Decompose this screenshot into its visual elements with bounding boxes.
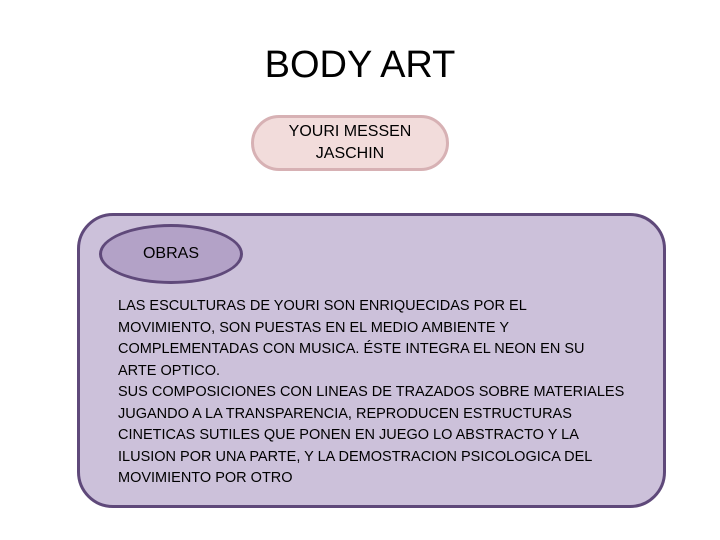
works-label: OBRAS [142,245,199,262]
artist-name: YOURI MESSEN JASCHIN [288,123,412,162]
works-paragraph-1: LAS ESCULTURAS DE YOURI SON ENRIQUECIDAS POR EL MOVIMIENTO, SON PUESTAS EN EL MEDIO AMBIENTE Y COMPLEMENTADAS CON MUSICA. ÉSTE INTEGRA EL NEON EN SU ARTE OPTICO. [118,298,585,379]
page-title: BODY ART [264,44,456,86]
works-paragraph-2: SUS COMPOSICIONES CON LINEAS DE TRAZADOS SOBRE MATERIALES JUGANDO A LA TRANSPARENCIA, REPRODUCEN ESTRUCTURAS CINETICAS SUTILES QUE PONEN EN JUEGO LO ABSTRACTO Y LA ILUSION POR UNA PARTE, Y LA DEMOSTRACION PSICOLOGICA DEL MOVIMIENTO POR OTRO [118,384,625,486]
works-label-pill [99,224,243,284]
artist-name-box [251,115,449,171]
works-description [118,296,638,490]
